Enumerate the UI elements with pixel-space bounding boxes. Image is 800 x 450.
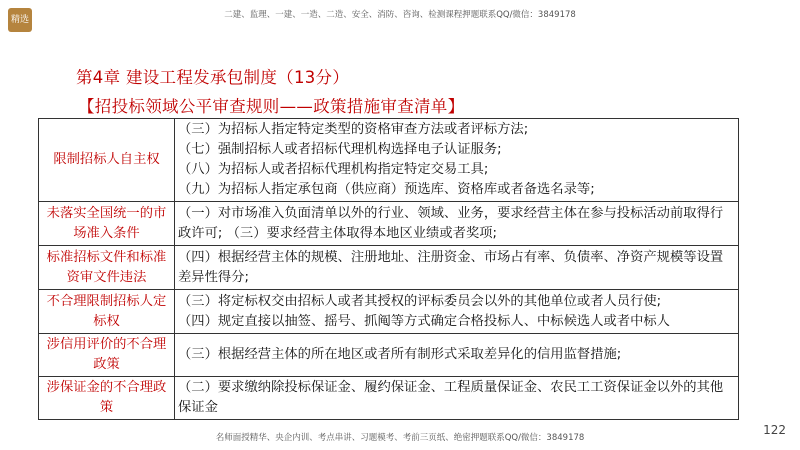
slide-subtitle: 【招投标领域公平审查规则——政策措施审查清单】 (78, 97, 465, 116)
review-checklist-table-wrapper (38, 118, 739, 420)
row-label (39, 377, 175, 420)
page-number: 122 (763, 423, 786, 437)
row-content (175, 377, 739, 420)
row-label-text: 涉保证金的不合理政策 (46, 380, 167, 415)
content-line: （四）规定直接以抽签、摇号、抓阄等方式确定合格投标人、中标候选人或者中标人 (178, 313, 670, 329)
table-row (39, 202, 739, 246)
row-label-text: 限制招标人自主权 (53, 152, 160, 167)
table-row (39, 119, 739, 202)
content-line: （四）根据经营主体的规模、注册地址、注册资金、市场占有率、负债率、净资产规模等设置差异性得分; (178, 249, 724, 285)
row-label-text: 不合理限制招标人定标权 (46, 293, 167, 329)
table-row (39, 246, 739, 290)
review-checklist-table (38, 118, 739, 420)
table-row (39, 334, 739, 377)
row-label-text: 未落实全国统一的市场准入条件 (46, 205, 167, 241)
row-label-text: 标准招标文件和标准资审文件违法 (46, 249, 167, 285)
row-content (175, 119, 739, 202)
content-line: （三）将定标权交由招标人或者其授权的评标委员会以外的其他单位或者人员行使; (178, 293, 662, 309)
bottom-banner: 名师面授精华、央企内训、考点串讲、习题模考、考前三页纸、绝密押题联系QQ/微信：3849178 (215, 433, 585, 443)
content-line: （八）为招标人或者招标代理机构指定特定交易工具; (178, 162, 489, 177)
slide-title: 第4章 建设工程发承包制度（13分） (76, 68, 350, 87)
content-line: （七）强制招标人或者招标代理机构选择电子认证服务; (178, 142, 502, 157)
content-line: （二）要求缴纳除投标保证金、履约保证金、工程质量保证金、农民工工资保证金以外的其他保证金 (178, 380, 724, 415)
row-label-text: 涉信用评价的不合理政策 (46, 337, 167, 372)
row-content (175, 334, 739, 377)
top-banner: 二建、监理、一建、一造、二造、安全、消防、咨询、检测课程押题联系QQ/微信：3849178 (224, 10, 576, 20)
row-content (175, 202, 739, 246)
content-line: （三）根据经营主体的所在地区或者所有制形式采取差异化的信用监督措施; (178, 347, 622, 362)
brand-logo: 精选 (8, 8, 32, 32)
content-line: （九）为招标人指定承包商（供应商）预选库、资格库或者备选名录等; (178, 182, 595, 197)
row-content (175, 246, 739, 290)
row-label (39, 290, 175, 334)
row-content (175, 290, 739, 334)
content-line: （三）为招标人指定特定类型的资格审查方法或者评标方法; (178, 122, 529, 137)
row-label (39, 202, 175, 246)
content-line: （一）对市场准入负面清单以外的行业、领域、业务，要求经营主体在参与投标活动前取得行政许可; （三）要求经营主体取得本地区业绩或者奖项; (178, 205, 724, 241)
row-label (39, 119, 175, 202)
row-label (39, 246, 175, 290)
table-row (39, 290, 739, 334)
row-label (39, 334, 175, 377)
table-row (39, 377, 739, 420)
